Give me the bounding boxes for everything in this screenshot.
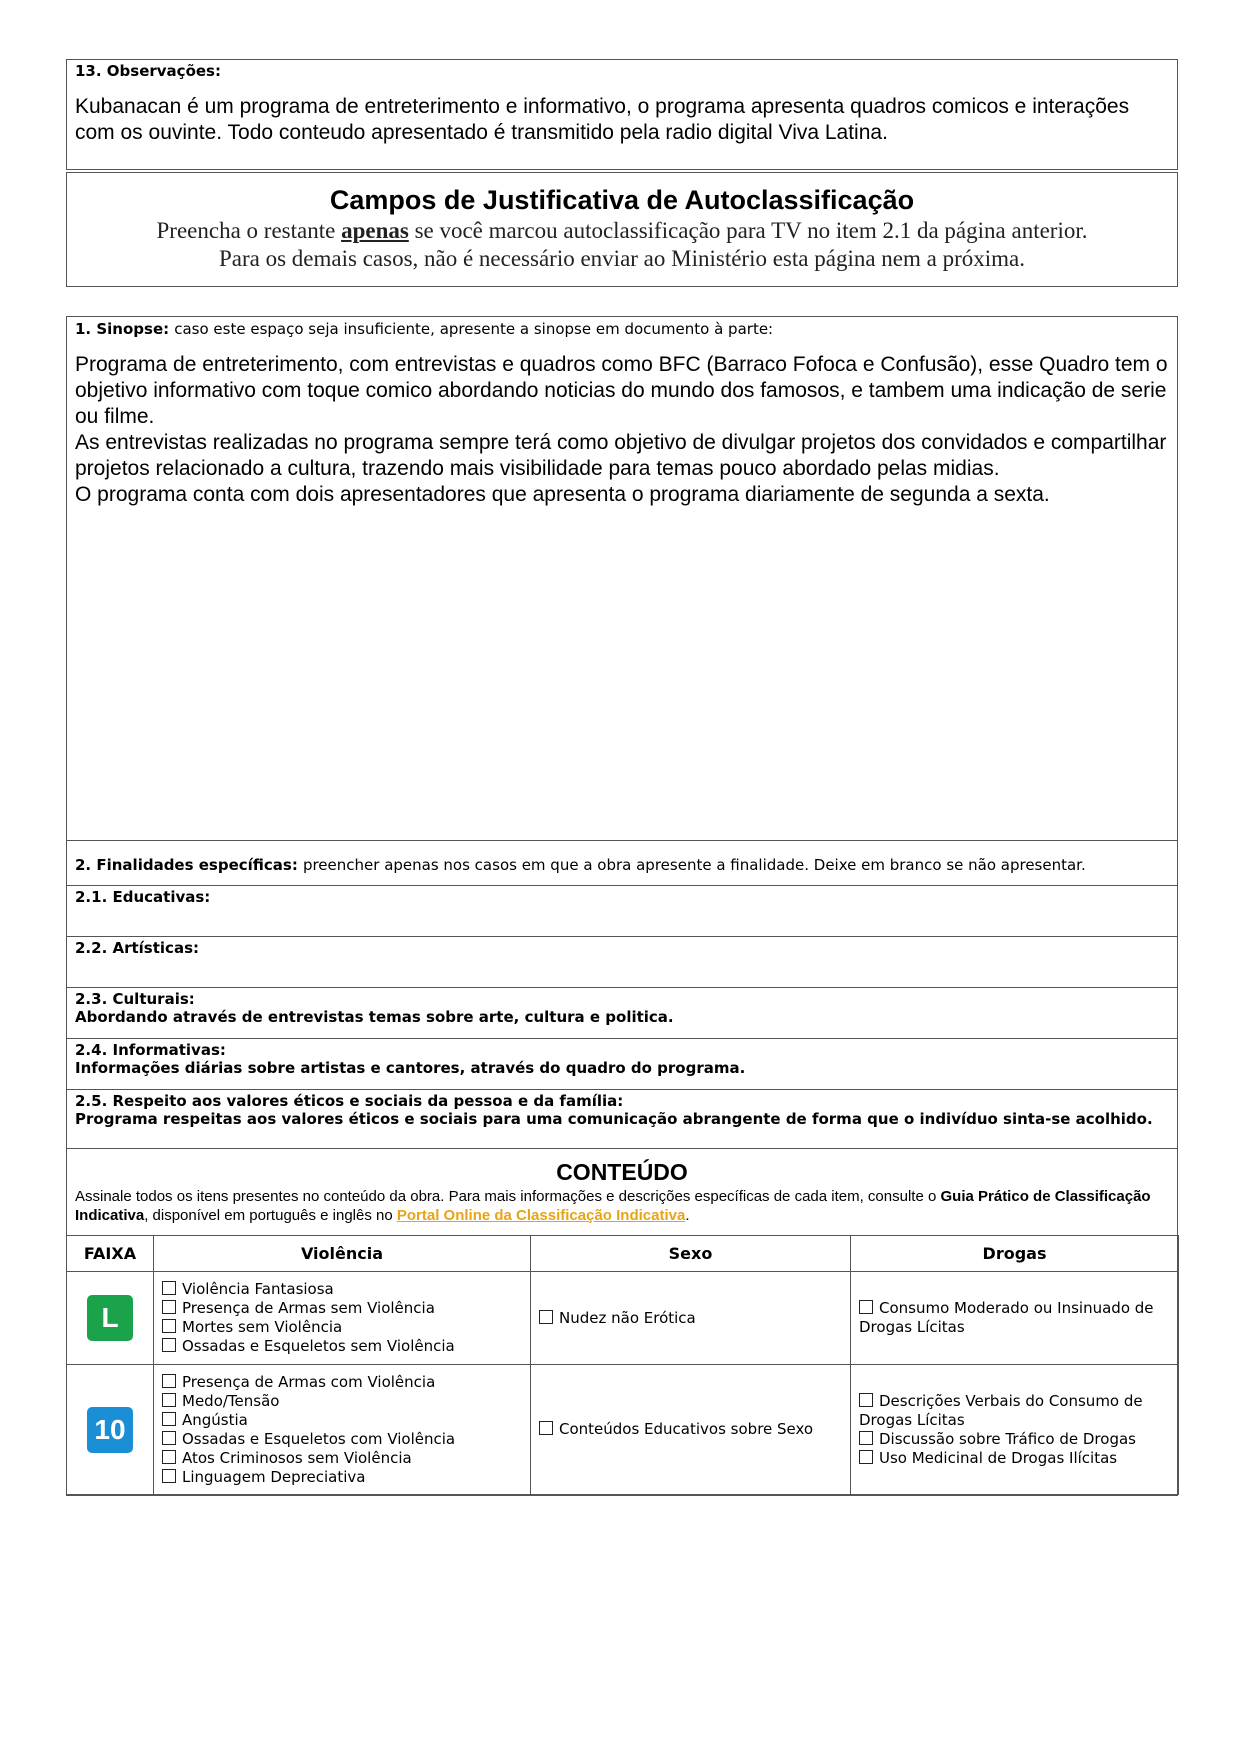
- violencia-cell: [154, 1272, 531, 1365]
- checkbox[interactable]: [162, 1393, 176, 1407]
- checkbox-item[interactable]: [162, 1468, 522, 1487]
- checkbox-item[interactable]: [162, 1318, 522, 1337]
- checkbox-item[interactable]: [162, 1373, 522, 1392]
- respeito-field[interactable]: [67, 1090, 1177, 1149]
- checkbox-item[interactable]: [162, 1449, 522, 1468]
- checkbox-item[interactable]: [162, 1337, 522, 1356]
- header-sexo: Sexo: [531, 1236, 851, 1272]
- content-table: [66, 1235, 1179, 1495]
- header-instruction-1: Preencha o restante apenas se você marcou autoclassificação para TV no item 2.1 da página anterior.: [156, 218, 1088, 243]
- sexo-cell: [531, 1272, 851, 1365]
- artisticas-label: 2.2. Artísticas:: [75, 939, 199, 957]
- sinopse-paragraph-1: Programa de entreterimento, com entrevistas e quadros como BFC (Barraco Fofoca e Confusão), esse Quadro tem o objetivo informativo com toque comico abordando noticias do mundo dos famosos, e tambem uma indicação de serie ou filme.: [75, 353, 1168, 428]
- rating-badge-icon: L: [87, 1295, 133, 1341]
- checkbox-item[interactable]: [859, 1430, 1170, 1449]
- culturais-field[interactable]: [67, 988, 1177, 1039]
- culturais-label: 2.3. Culturais:: [75, 990, 195, 1008]
- sinopse-paragraph-2: As entrevistas realizadas no programa sempre terá como objetivo de divulgar projetos dos convidados e compartilhar projetos relacionado a cultura, trazendo mais visibilidade para temas pouco abordado pelas midias.: [75, 431, 1167, 480]
- sinopse-hint: caso este espaço seja insuficiente, apresente a sinopse em documento à parte:: [174, 320, 774, 338]
- checkbox[interactable]: [162, 1338, 176, 1352]
- checkbox-item[interactable]: [539, 1420, 842, 1439]
- sexo-cell: [531, 1365, 851, 1495]
- checkbox[interactable]: [162, 1450, 176, 1464]
- header-box: [66, 172, 1178, 287]
- rating-row: [67, 1272, 1179, 1365]
- checkbox-label: Ossadas e Esqueletos com Violência: [182, 1429, 456, 1448]
- checkbox-item[interactable]: [859, 1392, 1170, 1430]
- sinopse-section: [67, 317, 1177, 841]
- checkbox-label: Angústia: [182, 1410, 248, 1429]
- checkbox-label: Atos Criminosos sem Violência: [182, 1448, 412, 1467]
- checkbox-item[interactable]: [859, 1299, 1170, 1337]
- rating-badge-icon: 10: [87, 1407, 133, 1453]
- sinopse-paragraph-3: O programa conta com dois apresentadores que apresenta o programa diariamente de segunda a sexta.: [75, 483, 1050, 506]
- checkbox-label: Violência Fantasiosa: [182, 1280, 334, 1298]
- checkbox[interactable]: [162, 1281, 176, 1295]
- checkbox-item[interactable]: [162, 1299, 522, 1318]
- checkbox[interactable]: [859, 1450, 873, 1464]
- apenas-emphasis: apenas: [341, 218, 409, 243]
- observacoes-section: [66, 59, 1178, 170]
- finalidades-header: [67, 841, 1177, 886]
- checkbox[interactable]: [162, 1300, 176, 1314]
- respeito-value[interactable]: Programa respeitas aos valores éticos e sociais para uma comunicação abrangente de forma que o indivíduo sinta-se acolhido.: [75, 1110, 1153, 1128]
- drogas-cell: [851, 1365, 1179, 1495]
- portal-link[interactable]: Portal Online da Classificação Indicativa: [396, 1207, 686, 1224]
- checkbox[interactable]: [539, 1310, 553, 1324]
- header-instruction-2: Para os demais casos, não é necessário enviar ao Ministério esta página nem a próxima.: [218, 246, 1025, 271]
- checkbox[interactable]: [162, 1431, 176, 1445]
- checkbox-label: Nudez não Erótica: [559, 1308, 696, 1327]
- checkbox[interactable]: [162, 1374, 176, 1388]
- form-main: [66, 316, 1178, 1496]
- respeito-label: 2.5. Respeito aos valores éticos e sociais da pessoa e da família:: [75, 1092, 624, 1110]
- header-faixa: FAIXA: [67, 1236, 154, 1272]
- checkbox-label: Conteúdos Educativos sobre Sexo: [559, 1420, 814, 1438]
- checkbox-item[interactable]: [162, 1411, 522, 1430]
- drogas-cell: [851, 1272, 1179, 1365]
- checkbox-label: Descrições Verbais do Consumo de Drogas Lícitas: [859, 1391, 1143, 1429]
- checkbox[interactable]: [539, 1421, 553, 1435]
- checkbox[interactable]: [859, 1393, 873, 1407]
- rating-row: [67, 1365, 1179, 1495]
- checkbox-label: Presença de Armas sem Violência: [182, 1299, 435, 1317]
- conteudo-title: CONTEÚDO: [556, 1159, 688, 1185]
- faixa-cell: [67, 1365, 154, 1495]
- page-title: Campos de Justificativa de Autoclassificação: [329, 185, 915, 215]
- informativas-label: 2.4. Informativas:: [75, 1041, 226, 1059]
- checkbox-item[interactable]: [539, 1309, 842, 1328]
- checkbox-label: Medo/Tensão: [182, 1391, 280, 1410]
- checkbox-label: Ossadas e Esqueletos sem Violência: [182, 1337, 455, 1355]
- sinopse-label: 1. Sinopse:: [75, 320, 170, 338]
- violencia-cell: [154, 1365, 531, 1495]
- conteudo-instructions: Assinale todos os itens presentes no conteúdo da obra. Para mais informações e descrições específicas de cada item, consulte o Guia Prático de Classificação Indicativa, disponível em português e inglês no Portal Online da Classificação Indicativa.: [75, 1188, 1151, 1224]
- checkbox-label: Presença de Armas com Violência: [182, 1372, 436, 1391]
- educativas-label: 2.1. Educativas:: [75, 888, 211, 906]
- sinopse-text[interactable]: [75, 352, 1169, 508]
- conteudo-section: [67, 1149, 1177, 1236]
- informativas-value[interactable]: Informações diárias sobre artistas e cantores, através do quadro do programa.: [75, 1059, 746, 1077]
- checkbox-label: Discussão sobre Tráfico de Drogas: [879, 1429, 1136, 1448]
- checkbox-label: Consumo Moderado ou Insinuado de Drogas Lícitas: [859, 1299, 1154, 1336]
- finalidades-label: 2. Finalidades específicas:: [75, 856, 298, 874]
- checkbox-label: Linguagem Depreciativa: [182, 1467, 366, 1486]
- checkbox-item[interactable]: [859, 1449, 1170, 1468]
- checkbox-item[interactable]: [162, 1392, 522, 1411]
- header-drogas: Drogas: [851, 1236, 1179, 1272]
- finalidades-hint: preencher apenas nos casos em que a obra apresente a finalidade. Deixe em branco se não apresentar.: [302, 856, 1086, 874]
- checkbox[interactable]: [859, 1431, 873, 1445]
- faixa-cell: [67, 1272, 154, 1365]
- checkbox[interactable]: [162, 1412, 176, 1426]
- checkbox[interactable]: [859, 1300, 873, 1314]
- culturais-value[interactable]: Abordando através de entrevistas temas sobre arte, cultura e politica.: [75, 1008, 674, 1026]
- checkbox-item[interactable]: [162, 1280, 522, 1299]
- artisticas-field[interactable]: [67, 937, 1177, 988]
- checkbox[interactable]: [162, 1319, 176, 1333]
- checkbox[interactable]: [162, 1469, 176, 1483]
- observacoes-label: 13. Observações:: [75, 62, 221, 80]
- informativas-field[interactable]: [67, 1039, 1177, 1090]
- checkbox-item[interactable]: [162, 1430, 522, 1449]
- checkbox-label: Mortes sem Violência: [182, 1318, 343, 1336]
- checkbox-label: Uso Medicinal de Drogas Ilícitas: [879, 1448, 1118, 1467]
- header-violencia: Violência: [154, 1236, 531, 1272]
- educativas-field[interactable]: [67, 886, 1177, 937]
- observacoes-text[interactable]: Kubanacan é um programa de entreterimento e informativo, o programa apresenta quadros comicos e interações com os ouvinte. Todo conteudo apresentado é transmitido pela radio digital Viva Latina.: [75, 95, 1130, 144]
